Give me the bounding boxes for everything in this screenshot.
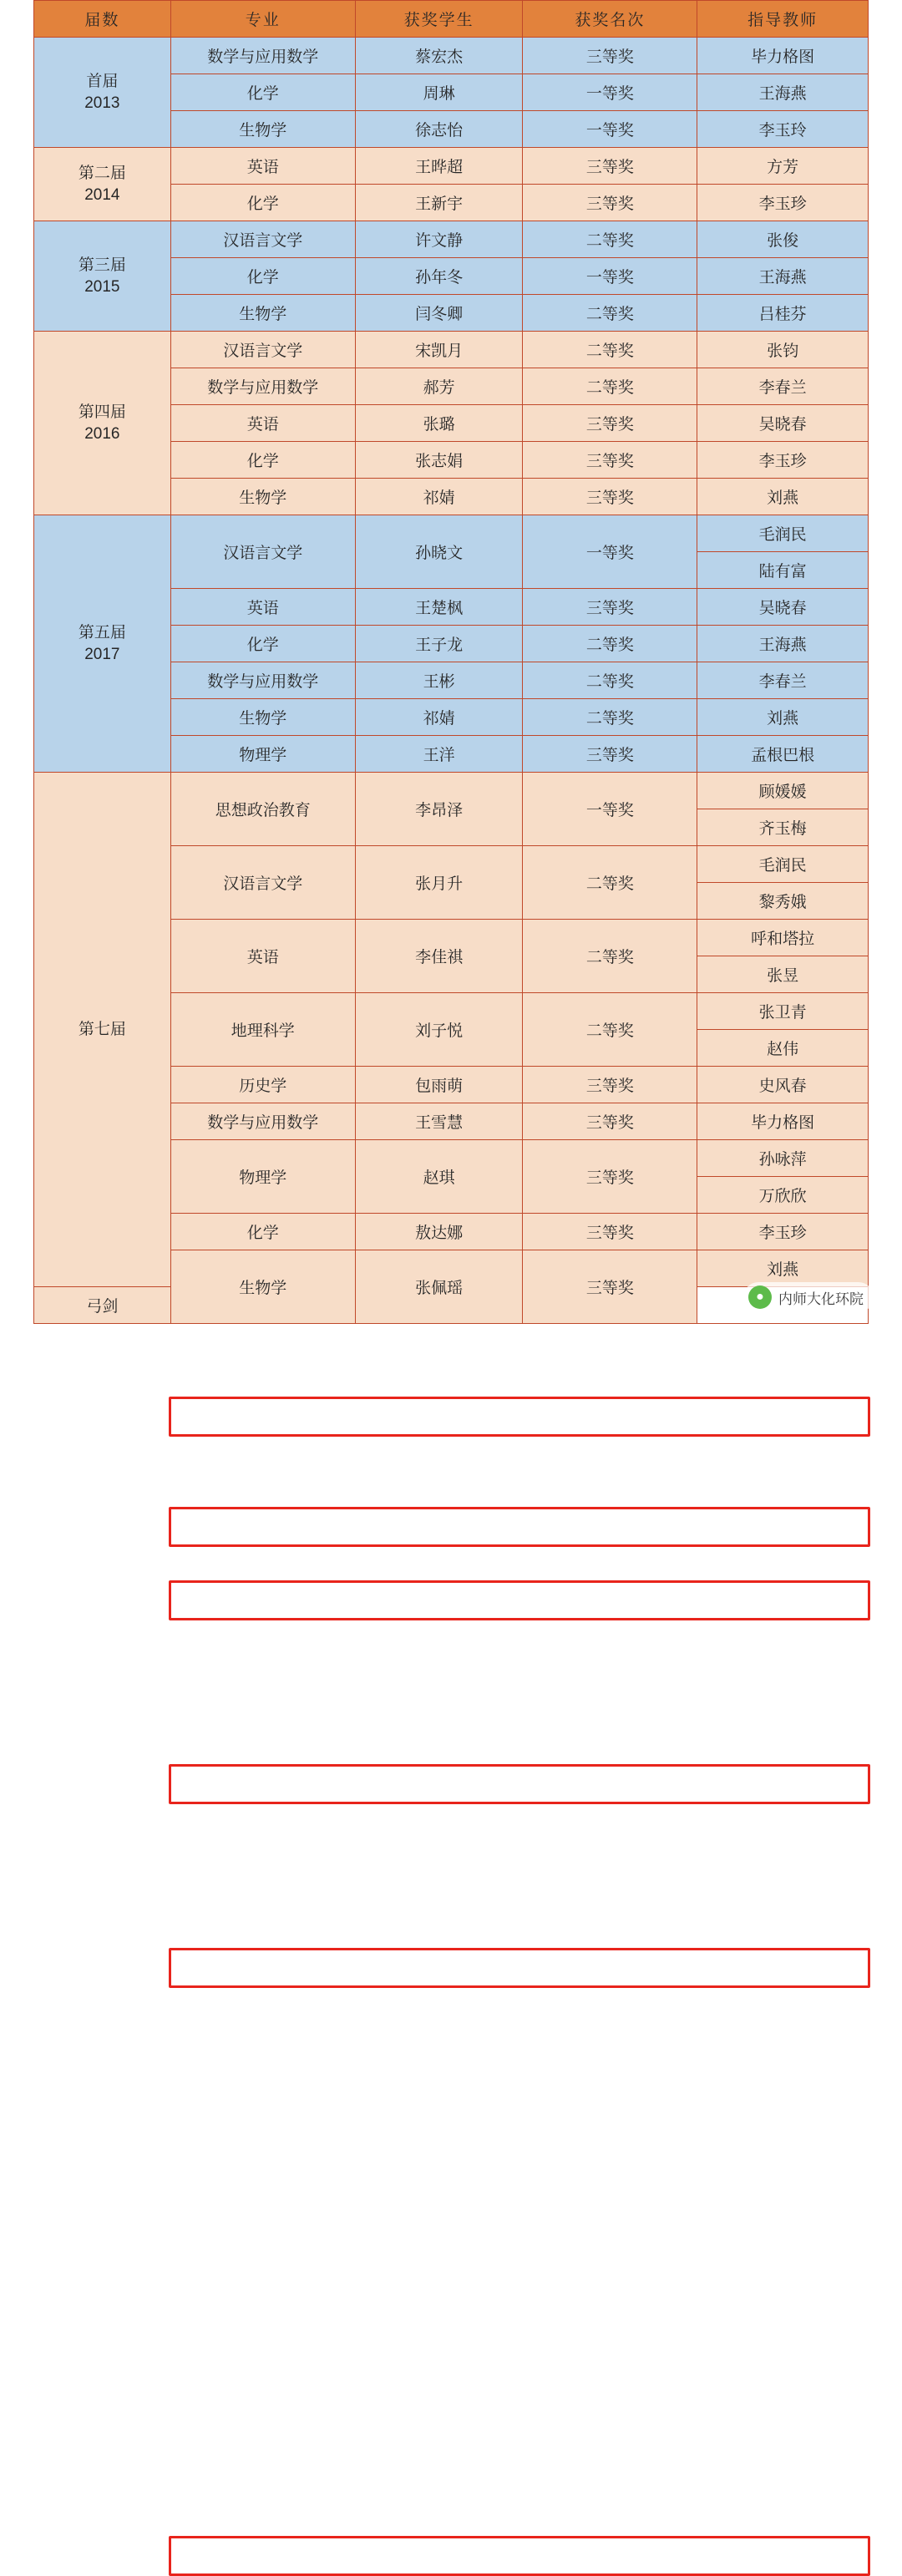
major-cell: 汉语言文学 <box>170 515 355 589</box>
major-cell: 生物学 <box>170 111 355 148</box>
prize-cell: 三等奖 <box>523 148 697 185</box>
student-cell: 王雪慧 <box>355 1103 523 1140</box>
teacher-cell: 孙咏萍 <box>697 1140 869 1177</box>
student-cell: 敖达娜 <box>355 1214 523 1250</box>
teacher-cell: 万欣欣 <box>697 1177 869 1214</box>
term-label: 第四届 <box>78 403 126 421</box>
table-body <box>34 38 869 1324</box>
highlight-box <box>169 1764 869 1804</box>
table-row <box>34 148 869 185</box>
teacher-cell: 李玉玲 <box>697 111 869 148</box>
teacher-cell: 刘燕 <box>697 479 869 515</box>
major-cell: 思想政治教育 <box>170 773 355 846</box>
teacher-cell: 王海燕 <box>697 74 869 111</box>
student-cell: 祁婧 <box>355 699 523 736</box>
teacher-cell: 张钧 <box>697 332 869 368</box>
major-cell: 数学与应用数学 <box>170 662 355 699</box>
prize-cell: 二等奖 <box>523 221 697 258</box>
student-cell: 李昂泽 <box>355 773 523 846</box>
prize-cell: 三等奖 <box>523 1250 697 1324</box>
student-cell: 王晔超 <box>355 148 523 185</box>
prize-cell: 三等奖 <box>523 736 697 773</box>
table-row <box>34 515 869 552</box>
student-cell: 张璐 <box>355 405 523 442</box>
major-cell: 汉语言文学 <box>170 221 355 258</box>
table-header <box>34 1 869 38</box>
student-cell: 徐志怡 <box>355 111 523 148</box>
teacher-cell: 齐玉梅 <box>697 809 869 846</box>
student-cell: 许文静 <box>355 221 523 258</box>
prize-cell: 一等奖 <box>523 74 697 111</box>
prize-cell: 三等奖 <box>523 1103 697 1140</box>
student-cell: 张佩瑶 <box>355 1250 523 1324</box>
student-cell: 张月升 <box>355 846 523 920</box>
student-cell: 周琳 <box>355 74 523 111</box>
major-cell: 生物学 <box>170 479 355 515</box>
teacher-cell: 毛润民 <box>697 846 869 883</box>
teacher-cell: 方芳 <box>697 148 869 185</box>
term-cell <box>34 38 171 148</box>
teacher-cell: 孟根巴根 <box>697 736 869 773</box>
term-cell <box>34 773 171 1287</box>
term-year: 2017 <box>84 645 120 663</box>
term-label: 第五届 <box>78 623 126 641</box>
prize-cell: 二等奖 <box>523 295 697 332</box>
teacher-cell: 毛润民 <box>697 515 869 552</box>
major-cell: 生物学 <box>170 1250 355 1324</box>
prize-cell: 二等奖 <box>523 846 697 920</box>
major-cell: 生物学 <box>170 699 355 736</box>
major-cell: 化学 <box>170 74 355 111</box>
teacher-cell: 呼和塔拉 <box>697 920 869 956</box>
teacher-cell: 毕力格图 <box>697 1103 869 1140</box>
major-cell: 地理科学 <box>170 993 355 1067</box>
student-cell: 王楚枫 <box>355 589 523 626</box>
teacher-cell: 王海燕 <box>697 258 869 295</box>
major-cell: 数学与应用数学 <box>170 38 355 74</box>
term-year: 2015 <box>84 277 120 296</box>
major-cell: 化学 <box>170 185 355 221</box>
student-cell: 祁婧 <box>355 479 523 515</box>
column-header-term: 届数 <box>34 1 171 38</box>
major-cell: 英语 <box>170 405 355 442</box>
student-cell: 孙年冬 <box>355 258 523 295</box>
major-cell: 数学与应用数学 <box>170 368 355 405</box>
major-cell: 化学 <box>170 626 355 662</box>
teacher-cell: 史风春 <box>697 1067 869 1103</box>
major-cell: 英语 <box>170 589 355 626</box>
teacher-cell: 王海燕 <box>697 626 869 662</box>
major-cell: 历史学 <box>170 1067 355 1103</box>
highlight-box <box>169 1580 869 1620</box>
major-cell: 数学与应用数学 <box>170 1103 355 1140</box>
prize-cell: 三等奖 <box>523 479 697 515</box>
major-cell: 英语 <box>170 148 355 185</box>
student-cell: 王洋 <box>355 736 523 773</box>
student-cell: 闫冬卿 <box>355 295 523 332</box>
student-cell: 王子龙 <box>355 626 523 662</box>
award-table <box>33 0 869 1324</box>
teacher-cell: 吕桂芬 <box>697 295 869 332</box>
student-cell: 蔡宏杰 <box>355 38 523 74</box>
wechat-watermark <box>743 1282 874 1312</box>
student-cell: 王彬 <box>355 662 523 699</box>
prize-cell: 一等奖 <box>523 258 697 295</box>
term-label: 第三届 <box>78 256 126 274</box>
prize-cell: 三等奖 <box>523 442 697 479</box>
student-cell: 张志娟 <box>355 442 523 479</box>
prize-cell: 二等奖 <box>523 920 697 993</box>
teacher-cell: 陆有富 <box>697 552 869 589</box>
prize-cell: 二等奖 <box>523 993 697 1067</box>
term-label: 首届 <box>86 72 119 90</box>
major-cell: 生物学 <box>170 295 355 332</box>
table-row <box>34 773 869 809</box>
column-header-prize: 获奖名次 <box>523 1 697 38</box>
column-header-student: 获奖学生 <box>355 1 523 38</box>
wechat-label: 内师大化环院 <box>778 1291 864 1307</box>
major-cell: 化学 <box>170 1214 355 1250</box>
prize-cell: 三等奖 <box>523 1140 697 1214</box>
student-cell: 孙晓文 <box>355 515 523 589</box>
teacher-cell: 李春兰 <box>697 662 869 699</box>
term-year: 2014 <box>84 185 120 204</box>
student-cell: 宋凯月 <box>355 332 523 368</box>
wechat-icon: ● <box>748 1285 772 1309</box>
teacher-cell: 李玉珍 <box>697 185 869 221</box>
major-cell: 物理学 <box>170 1140 355 1214</box>
teacher-cell: 李玉珍 <box>697 1214 869 1250</box>
table-row <box>34 38 869 74</box>
major-cell: 汉语言文学 <box>170 332 355 368</box>
major-cell: 物理学 <box>170 736 355 773</box>
student-cell: 王新宇 <box>355 185 523 221</box>
teacher-cell: 张俊 <box>697 221 869 258</box>
highlight-box <box>169 1397 869 1437</box>
student-cell: 包雨萌 <box>355 1067 523 1103</box>
term-cell <box>34 515 171 773</box>
prize-cell: 一等奖 <box>523 515 697 589</box>
teacher-cell: 吴晓春 <box>697 589 869 626</box>
teacher-cell: 张昱 <box>697 956 869 993</box>
term-cell <box>34 221 171 332</box>
highlight-box <box>169 2536 869 2576</box>
prize-cell: 三等奖 <box>523 405 697 442</box>
prize-cell: 三等奖 <box>523 589 697 626</box>
student-cell: 赵琪 <box>355 1140 523 1214</box>
major-cell: 汉语言文学 <box>170 846 355 920</box>
prize-cell: 一等奖 <box>523 111 697 148</box>
prize-cell: 三等奖 <box>523 1067 697 1103</box>
teacher-cell: 赵伟 <box>697 1030 869 1067</box>
teacher-cell: 吴晓春 <box>697 405 869 442</box>
highlight-box <box>169 1948 869 1988</box>
student-cell: 郝芳 <box>355 368 523 405</box>
student-cell: 李佳祺 <box>355 920 523 993</box>
teacher-cell: 黎秀娥 <box>697 883 869 920</box>
header-row <box>34 1 869 38</box>
prize-cell: 二等奖 <box>523 699 697 736</box>
prize-cell: 一等奖 <box>523 773 697 846</box>
prize-cell: 二等奖 <box>523 368 697 405</box>
prize-cell: 三等奖 <box>523 1214 697 1250</box>
teacher-cell: 弓剑 <box>34 1287 171 1324</box>
teacher-cell: 张卫青 <box>697 993 869 1030</box>
term-cell <box>34 332 171 515</box>
teacher-cell: 李春兰 <box>697 368 869 405</box>
highlight-box <box>169 1507 869 1547</box>
teacher-cell: 刘燕 <box>697 699 869 736</box>
column-header-major: 专业 <box>170 1 355 38</box>
teacher-cell: 刘燕 <box>697 1250 869 1287</box>
term-year: 2013 <box>84 94 120 112</box>
major-cell: 英语 <box>170 920 355 993</box>
term-label: 第七届 <box>78 1020 126 1038</box>
prize-cell: 二等奖 <box>523 332 697 368</box>
term-year: 2016 <box>84 424 120 443</box>
term-label: 第二届 <box>78 164 126 182</box>
prize-cell: 二等奖 <box>523 662 697 699</box>
column-header-teacher: 指导教师 <box>697 1 869 38</box>
major-cell: 化学 <box>170 442 355 479</box>
table-row <box>34 221 869 258</box>
teacher-cell: 毕力格图 <box>697 38 869 74</box>
student-cell: 刘子悦 <box>355 993 523 1067</box>
prize-cell: 三等奖 <box>523 38 697 74</box>
term-cell <box>34 148 171 221</box>
table-row <box>34 332 869 368</box>
teacher-cell: 顾媛媛 <box>697 773 869 809</box>
major-cell: 化学 <box>170 258 355 295</box>
teacher-cell: 李玉珍 <box>697 442 869 479</box>
prize-cell: 二等奖 <box>523 626 697 662</box>
prize-cell: 三等奖 <box>523 185 697 221</box>
